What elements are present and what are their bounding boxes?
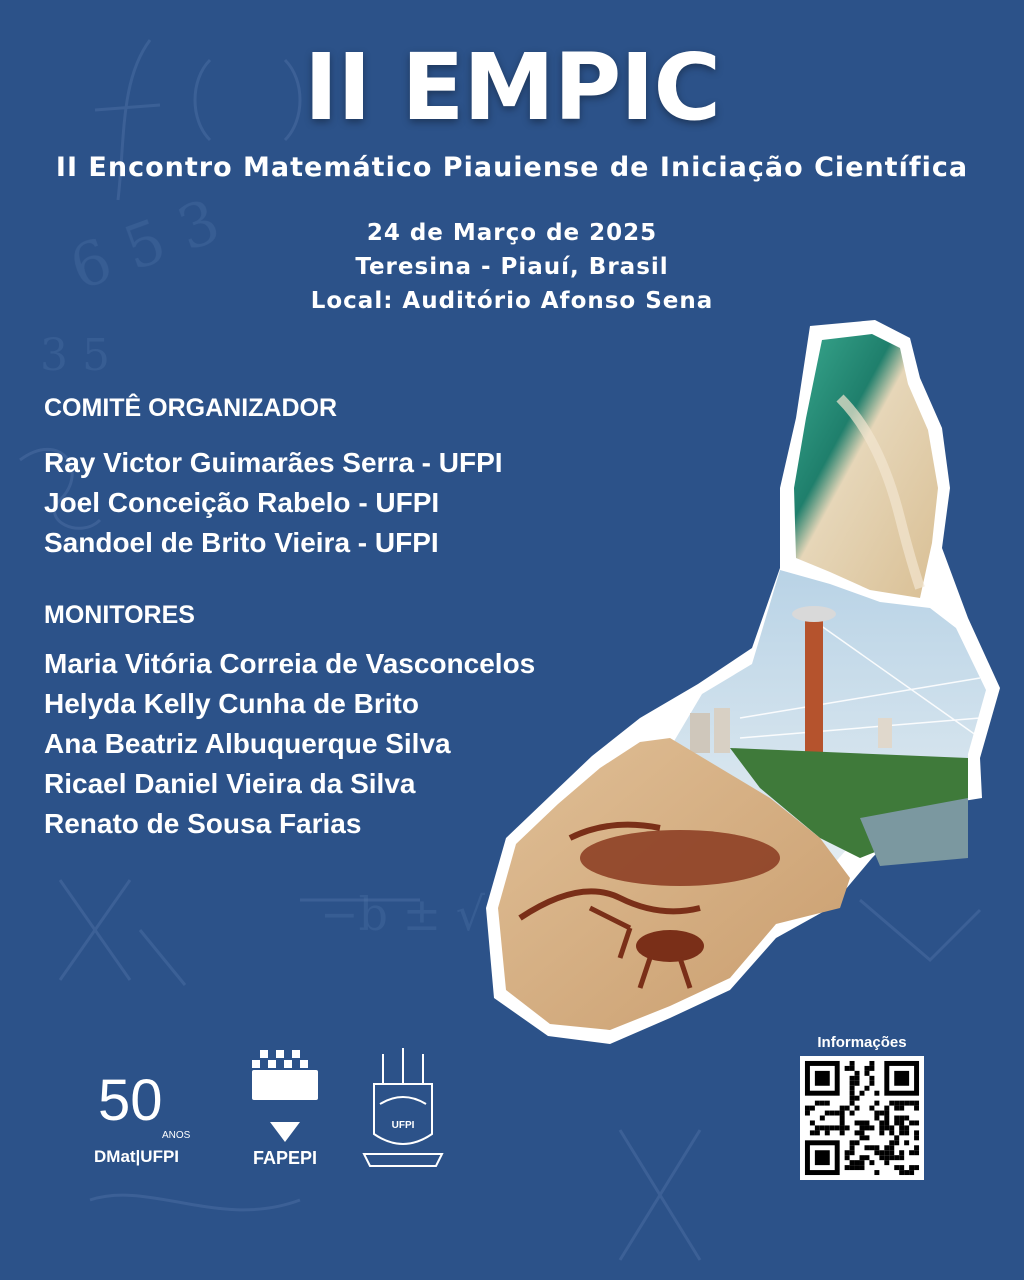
dmat-logo-number: 50 — [98, 1068, 163, 1133]
monitors-section — [44, 600, 535, 844]
organizing-committee — [44, 393, 503, 563]
event-date: 24 de Março de 2025 — [366, 220, 658, 246]
monitor-member: Ricael Daniel Vieira da Silva — [44, 768, 416, 799]
monitor-member: Ana Beatriz Albuquerque Silva — [44, 728, 451, 759]
event-title: II EMPIC — [303, 34, 721, 141]
event-details — [0, 216, 1024, 318]
ufpi-seal — [358, 1044, 448, 1174]
committee-heading: COMITÊ ORGANIZADOR — [44, 394, 338, 422]
monitor-member: Helyda Kelly Cunha de Brito — [44, 688, 419, 719]
committee-member: Joel Conceição Rabelo - UFPI — [44, 487, 440, 518]
monitors-heading: MONITORES — [44, 601, 195, 629]
piaui-map-illustration — [480, 318, 1000, 1054]
monitor-member: Maria Vitória Correia de Vasconcelos — [44, 648, 536, 679]
svg-text:−b ± √: −b ± √ — [320, 887, 486, 941]
dmat-ufpi-logo — [92, 1058, 212, 1168]
committee-member: Ray Victor Guimarães Serra - UFPI — [44, 447, 503, 478]
fapepi-logo — [240, 1046, 330, 1176]
committee-member: Sandoel de Brito Vieira - UFPI — [44, 527, 439, 558]
svg-text:3 5: 3 5 — [40, 330, 110, 381]
monitor-member: Renato de Sousa Farias — [44, 808, 362, 839]
fapepi-logo-name: FAPEPI — [252, 1148, 318, 1168]
event-subtitle: II Encontro Matemático Piauiense de Iniciação Científica — [55, 152, 969, 183]
event-venue: Local: Auditório Afonso Sena — [310, 288, 714, 314]
dmat-logo-years: ANOS — [162, 1130, 191, 1141]
ufpi-seal-name: UFPI — [391, 1120, 415, 1131]
qr-code[interactable] — [800, 1056, 924, 1180]
dmat-logo-name: DMat|UFPI — [94, 1147, 180, 1166]
svg-text:6 5 3: 6 5 3 — [61, 186, 229, 305]
event-city: Teresina - Piauí, Brasil — [355, 254, 669, 280]
info-label: Informações — [817, 1034, 907, 1051]
